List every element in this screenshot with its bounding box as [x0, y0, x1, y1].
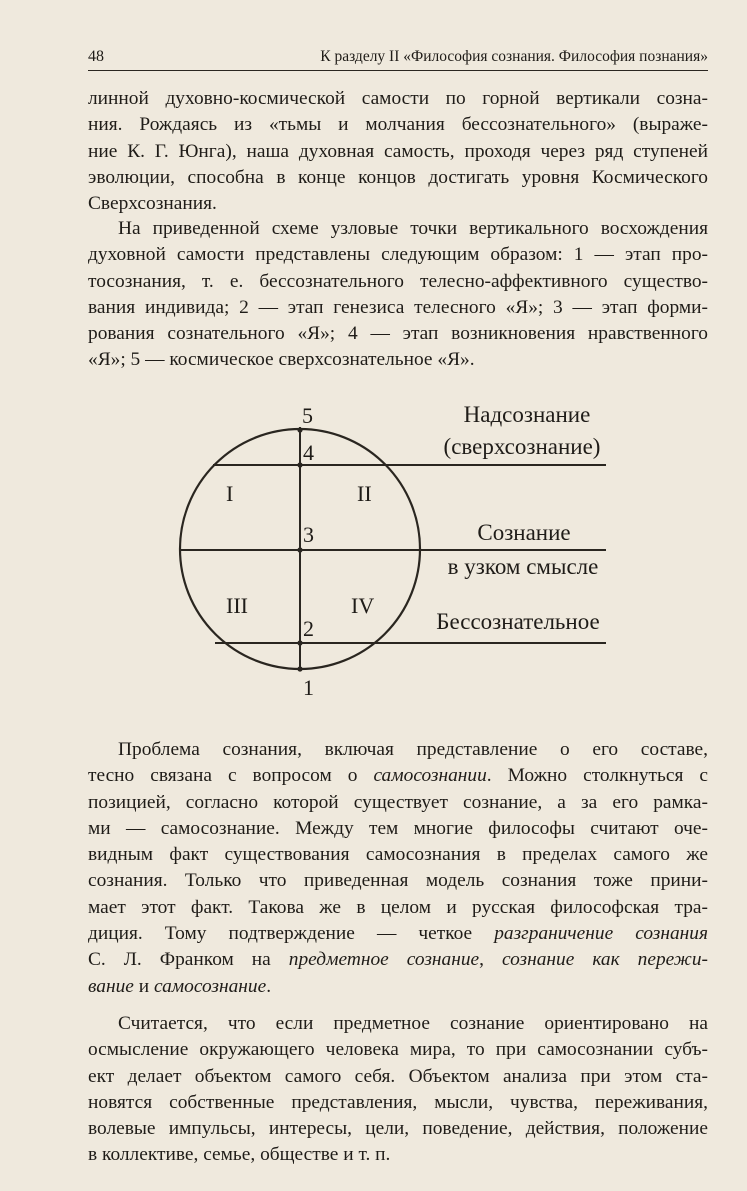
quadrant-2-label: II — [357, 481, 372, 506]
text-line: новятся собственные представления, мысли, чувства, переживания, — [88, 1091, 708, 1113]
point-3-dot — [297, 547, 302, 552]
text-line: позицией, согласно которой существует сознание, а за его рамка- — [88, 791, 708, 813]
text-line — [88, 947, 708, 973]
text-line: ект делает объектом самого себя. Объектом анализа при этом ста- — [88, 1065, 708, 1087]
unconscious-label: Бессознательное — [436, 609, 600, 634]
point-1-label: 1 — [303, 675, 314, 700]
text-line: духовной самости представлены следующим образом: 1 — этап про- — [88, 244, 708, 266]
point-2-dot — [297, 640, 302, 645]
point-5-label: 5 — [302, 403, 313, 428]
consciousness-diagram — [0, 390, 747, 710]
text-line: Считается, что если предметное сознание ориентировано на — [118, 1013, 708, 1034]
text-run: . — [266, 975, 272, 997]
text-line: На приведенной схеме узловые точки вертикального восхождения — [118, 218, 708, 239]
text-line: тосознания, т. е. бессознательного телесно-аффективного существо- — [88, 270, 708, 292]
text-line: мает этот факт. Такова же в целом и русская философская тра- — [88, 896, 708, 918]
point-2-label: 2 — [303, 616, 314, 641]
point-4-label: 4 — [303, 440, 314, 465]
text-line: Проблема сознания, включая представление о его составе, — [118, 739, 708, 760]
paragraph-1 — [88, 86, 708, 217]
text-run: С. Л. Франком на — [88, 949, 289, 971]
text-line — [88, 763, 708, 789]
text-line: осмысление окружающего человека мира, то при самосознании субъ- — [88, 1039, 708, 1061]
text-line: ми — самосознание. Между тем многие философы считают оче- — [88, 817, 708, 839]
text-line: рования сознательного «Я»; 4 — этап возникновения нравственного — [88, 323, 708, 345]
quadrant-1-label: I — [226, 481, 234, 506]
point-5-dot — [297, 427, 302, 432]
text-line — [88, 921, 708, 947]
italic-term: самосознании — [373, 765, 487, 787]
text-run: тесно связана с вопросом о — [88, 765, 374, 787]
consciousness-sublabel: в узком смысле — [447, 554, 599, 579]
italic-term: сознание как пережи- — [501, 949, 708, 971]
text-line: ние К. Г. Юнга), наша духовная самость, проходя через ряд ступеней — [88, 140, 708, 162]
text-line: ния. Рождаясь из «тьмы и молчания бессознательного» (выраже- — [88, 114, 708, 136]
text-line: Сверхсознания. — [88, 193, 217, 215]
italic-term: предметное сознание — [288, 949, 480, 971]
text-line: в коллективе, семье, обществе и т. п. — [88, 1144, 391, 1166]
italic-term: самосознание — [153, 975, 267, 997]
paragraph-4 — [88, 1011, 708, 1169]
page-number: 48 — [88, 48, 104, 65]
running-header — [88, 46, 708, 71]
text-line: вания индивида; 2 — этап генезиса телесного «Я»; 3 — этап форми- — [88, 296, 708, 318]
superconscious-sublabel: (сверхсознание) — [443, 434, 601, 459]
text-line: эволюции, способна в конце концов достигать уровня Космического — [88, 166, 708, 188]
text-line: видным факт существования самосознания в пределах самого же — [88, 844, 708, 866]
quadrant-3-label: III — [226, 593, 248, 618]
text-run: , — [479, 949, 502, 971]
paragraph-3 — [88, 737, 708, 1000]
superconscious-label: Надсознание — [463, 402, 591, 427]
point-1-dot — [297, 666, 302, 671]
text-line: сознания. Только что приведенная модель сознания тоже прини- — [88, 870, 708, 892]
text-run: . Можно столкнуться с — [486, 765, 708, 787]
running-title: К разделу II «Философия сознания. Философия познания» — [320, 48, 708, 65]
consciousness-label: Сознание — [477, 520, 571, 545]
text-line — [88, 974, 708, 1000]
paragraph-2 — [88, 216, 708, 374]
point-3-label: 3 — [303, 522, 314, 547]
text-run: диция. Тому подтверждение — четкое — [88, 923, 495, 945]
point-4-dot — [297, 462, 302, 467]
italic-term: разграничение сознания — [494, 923, 709, 945]
text-line: линной духовно-космической самости по горной вертикали созна- — [88, 88, 708, 109]
quadrant-4-label: IV — [351, 593, 375, 618]
text-line: волевые импульсы, интересы, цели, поведение, действия, положение — [88, 1118, 708, 1140]
text-run: и — [133, 975, 154, 997]
italic-term: вание — [88, 975, 134, 997]
text-line: «Я»; 5 — космическое сверхсознательное «Я». — [88, 349, 475, 371]
